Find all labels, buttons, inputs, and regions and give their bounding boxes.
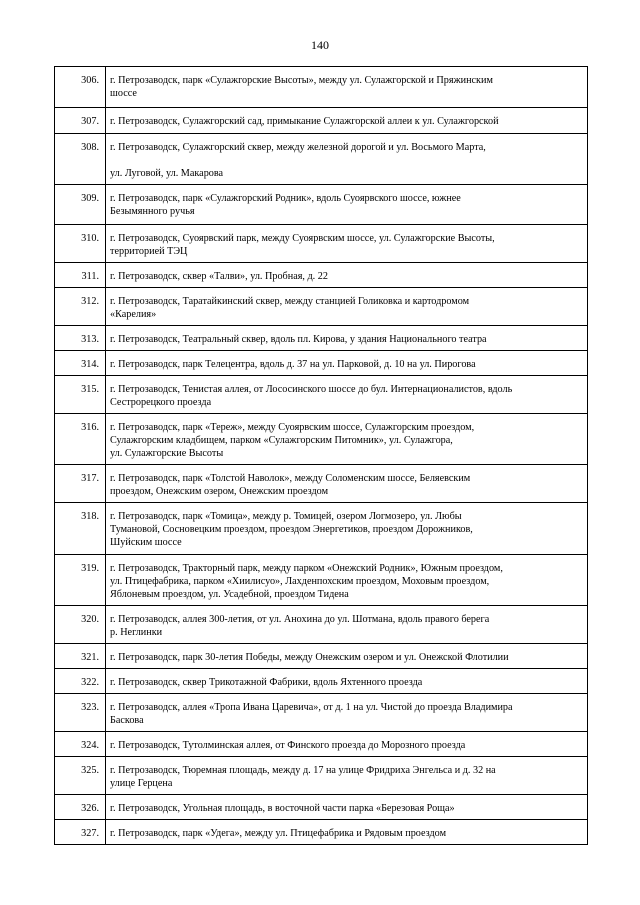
- row-number: 322.: [55, 669, 106, 694]
- row-number: 320.: [55, 606, 106, 644]
- table-row: [55, 795, 588, 820]
- row-number: 312.: [55, 288, 106, 326]
- row-description: г. Петрозаводск, аллея «Тропа Ивана Царевича», от д. 1 на ул. Чистой до проезда Владимира Баскова: [106, 694, 588, 732]
- table-row: [55, 465, 588, 503]
- row-description: г. Петрозаводск, Тюремная площадь, между д. 17 на улице Фридриха Энгельса и д. 32 на улице Герцена: [106, 757, 588, 795]
- page-number: 140: [311, 38, 329, 52]
- row-number: 324.: [55, 732, 106, 757]
- table-row: [55, 134, 588, 185]
- table-row: [55, 326, 588, 351]
- table-row: [55, 555, 588, 606]
- row-description: г. Петрозаводск, Суоярвский парк, между Суоярвским шоссе, ул. Сулажгорские Высоты, территорией ТЭЦ: [106, 225, 588, 263]
- row-number: 308.: [55, 134, 106, 185]
- row-description: г. Петрозаводск, парк Телецентра, вдоль д. 37 на ул. Парковой, д. 10 на ул. Пирогова: [106, 351, 588, 376]
- row-number: 310.: [55, 225, 106, 263]
- table-row: [55, 351, 588, 376]
- row-description: г. Петрозаводск, сквер «Талви», ул. Пробная, д. 22: [106, 263, 588, 288]
- row-description: г. Петрозаводск, Тракторный парк, между парком «Онежский Родник», Южным проездом, ул. Птицефабрика, парком «Хиилисуо», Лахденпохским проездом, Моховым проездом, Яблоневым проездом, ул. Усадебной, проездом Тидена: [106, 555, 588, 606]
- row-number: 323.: [55, 694, 106, 732]
- table-row: [55, 644, 588, 669]
- row-description: г. Петрозаводск, Тутолминская аллея, от Финского проезда до Морозного проезда: [106, 732, 588, 757]
- table-row: [55, 67, 588, 108]
- table-row: [55, 185, 588, 225]
- table-row: [55, 503, 588, 555]
- row-number: 325.: [55, 757, 106, 795]
- row-number: 306.: [55, 67, 106, 108]
- table-row: [55, 288, 588, 326]
- table-row: [55, 732, 588, 757]
- row-number: 316.: [55, 414, 106, 465]
- row-number: 307.: [55, 108, 106, 134]
- registry-table: [54, 66, 588, 845]
- table-row: [55, 757, 588, 795]
- row-description: г. Петрозаводск, аллея 300-летия, от ул. Анохина до ул. Шотмана, вдоль правого берега р. Неглинки: [106, 606, 588, 644]
- row-description: г. Петрозаводск, Тенистая аллея, от Лососинского шоссе до бул. Интернационалистов, вдоль Сестрорецкого проезда: [106, 376, 588, 414]
- row-description: г. Петрозаводск, Сулажгорский сад, примыкание Сулажгорской аллеи к ул. Сулажгорской: [106, 108, 588, 134]
- row-number: 321.: [55, 644, 106, 669]
- table-row: [55, 108, 588, 134]
- row-description: г. Петрозаводск, парк «Томица», между р. Томицей, озером Логмозеро, ул. Любы Тумановой, Сосновецким проездом, проездом Энергетиков, проездом Дорожников, Шуйским шоссе: [106, 503, 588, 555]
- table-row: [55, 669, 588, 694]
- table-row: [55, 820, 588, 845]
- row-description: г. Петрозаводск, сквер Трикотажной Фабрики, вдоль Яхтенного проезда: [106, 669, 588, 694]
- row-description: г. Петрозаводск, парк «Удега», между ул. Птицефабрика и Рядовым проездом: [106, 820, 588, 845]
- row-number: 319.: [55, 555, 106, 606]
- row-number: 311.: [55, 263, 106, 288]
- table-row: [55, 376, 588, 414]
- row-description: г. Петрозаводск, парк «Тереж», между Суоярвским шоссе, Сулажгорским проездом, Сулажгорским кладбищем, парком «Сулажгорским Питомник», ул. Сулажгора, ул. Сулажгорские Высоты: [106, 414, 588, 465]
- table-row: [55, 694, 588, 732]
- row-description: г. Петрозаводск, Таратайкинский сквер, между станцией Голиковка и картодромом «Карелия»: [106, 288, 588, 326]
- row-number: 327.: [55, 820, 106, 845]
- table-row: [55, 225, 588, 263]
- row-number: 315.: [55, 376, 106, 414]
- row-description: г. Петрозаводск, Сулажгорский сквер, между железной дорогой и ул. Восьмого Марта, ул. Луговой, ул. Макарова: [106, 134, 588, 185]
- table-row: [55, 263, 588, 288]
- table-row: [55, 414, 588, 465]
- row-description: г. Петрозаводск, Угольная площадь, в восточной части парка «Березовая Роща»: [106, 795, 588, 820]
- row-number: 313.: [55, 326, 106, 351]
- row-description: г. Петрозаводск, Театральный сквер, вдоль пл. Кирова, у здания Национального театра: [106, 326, 588, 351]
- table-row: [55, 606, 588, 644]
- row-number: 317.: [55, 465, 106, 503]
- row-description: г. Петрозаводск, парк «Сулажгорский Родник», вдоль Суоярвского шоссе, южнее Безымянного ручья: [106, 185, 588, 225]
- row-number: 318.: [55, 503, 106, 555]
- row-description: г. Петрозаводск, парк 30-летия Победы, между Онежским озером и ул. Онежской Флотилии: [106, 644, 588, 669]
- row-number: 314.: [55, 351, 106, 376]
- row-description: г. Петрозаводск, парк «Толстой Наволок», между Соломенским шоссе, Беляевским проездом, Онежским озером, Онежским проездом: [106, 465, 588, 503]
- row-number: 309.: [55, 185, 106, 225]
- row-description: г. Петрозаводск, парк «Сулажгорские Высоты», между ул. Сулажгорской и Пряжинским шоссе: [106, 67, 588, 108]
- registry-table-body: [55, 67, 588, 845]
- row-number: 326.: [55, 795, 106, 820]
